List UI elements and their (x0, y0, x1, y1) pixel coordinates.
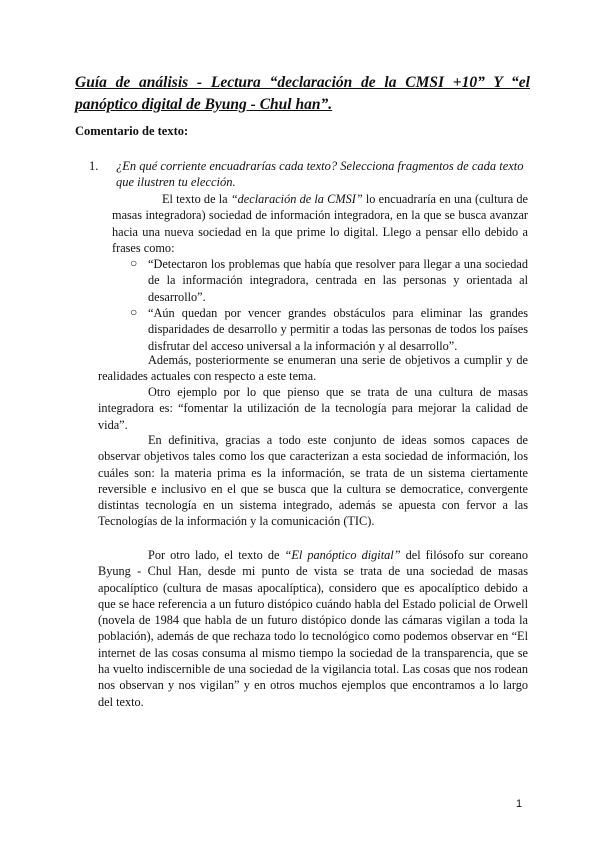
paragraph-panoptico-title: “El panóptico digital” (284, 548, 401, 562)
paragraph-objectives: Además, posteriormente se enumeran una serie de objetivos a cumplir y de realidades actuales con respecto a este tema. (98, 353, 528, 384)
bullet-quote-1: “Detectaron los problemas que había que resolver para llegar a una sociedad de la información integradora, centrada en las personas y orientada al desarrollo”. (148, 257, 528, 304)
paragraph-cmsi-post: lo encuadraría en una (cultura de masas integradora) sociedad de información integradora, en la que se busca avanzar hacia una nueva sociedad en la que prime lo digital. Llego a pensar ello debido a frases como: (112, 192, 528, 255)
document-title: Guía de análisis - Lectura “declaración de la CMSI +10” Y “el panóptico digital de Byung - Chul han”. (75, 74, 530, 113)
paragraph-cmsi-intro (112, 191, 528, 256)
page-number: 1 (516, 798, 523, 810)
section-heading: Comentario de texto: (75, 124, 189, 138)
question-1 (89, 158, 528, 190)
paragraph-panoptico (98, 547, 528, 710)
bullet-marker: ○ (130, 305, 138, 319)
bullet-quote-2: “Aún quedan por vencer grandes obstáculos para eliminar las grandes disparidades de desarrollo y permitir a todas las personas de todos los países disfrutar del acceso universal a la información y al desarrollo”. (148, 306, 528, 353)
paragraph-conclusion: En definitiva, gracias a todo este conjunto de ideas somos capaces de observar objetivos tales como los que caracterizan a esta sociedad de información, los cuáles son: la materia prima es la información, se trata de un sistema ciertamente reversible e inclusivo en el que se busca que la cultura se democratice, convergente distintas tecnología en un sistema integrado, además se apuesta con fervor a las Tecnologías de la información y la comunicación (TIC). (98, 433, 528, 529)
paragraph-example: Otro ejemplo por lo que pienso que se trata de una cultura de masas integradora es: “fomentar la utilización de la tecnología para mejorar la calidad de vida”. (98, 385, 528, 432)
paragraph-cmsi-title: “declaración de la CMSI” (230, 192, 363, 206)
paragraph-panoptico-pre: Por otro lado, el texto de (148, 548, 285, 562)
question-text: ¿En qué corriente encuadrarías cada texto? Selecciona fragmentos de cada texto que ilustren tu elección. (116, 159, 524, 189)
paragraph-panoptico-post: del filósofo sur coreano Byung - Chul Han, desde mi punto de vista se trata de una sociedad de masas apocalíptico (cultura de masas apocalíptica), considero que es apocalíptico debido a que se hace referencia a un futuro distópico cuándo habla del Estado policial de Orwell (novela de 1984 que habla de un futuro distópico donde las cámaras vigilan a toda la población), además de que rechaza todo lo tecnológico como podemos observar en “El internet de las cosas consuma al mismo tiempo la sociedad de la transparencia, que se ha vuelto indiscernible de una sociedad de la vigilancia total. Las cosas que nos rodean nos observan y nos vigilan” y en otros muchos ejemplos que encontramos a lo largo del texto. (98, 548, 528, 709)
bullet-marker: ○ (130, 256, 138, 270)
question-number: 1. (89, 159, 99, 173)
paragraph-cmsi-pre: El texto de la (162, 192, 231, 206)
